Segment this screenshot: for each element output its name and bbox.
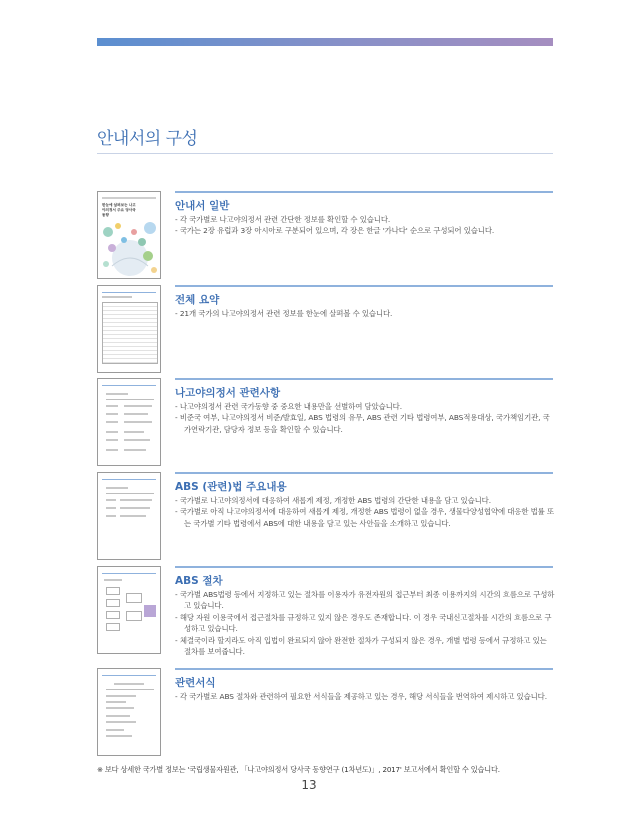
section-rule xyxy=(175,668,553,670)
footnote: ※ 보다 상세한 국가별 정보는 '국립생물자원관, 「나고야의정서 당사국 동향연구 (1차년도)」, 2017' 보고서에서 확인할 수 있습니다. xyxy=(97,765,500,774)
bullet-item: - 각 국가별로 나고야의정서 관련 간단한 정보를 확인할 수 있습니다. xyxy=(175,215,391,224)
section-rule xyxy=(175,191,553,193)
section-protocol-matters xyxy=(97,378,553,468)
section-overall-summary xyxy=(97,285,553,375)
globe-illustration-icon xyxy=(98,218,161,279)
section-heading: 전체 요약 xyxy=(175,294,220,306)
section-rule xyxy=(175,378,553,380)
section-bullets xyxy=(175,691,555,702)
page-title: 안내서의 구성 xyxy=(97,129,198,149)
section-related-forms xyxy=(97,668,553,758)
section-abs-law xyxy=(97,472,553,562)
thumbnail-forms-page xyxy=(97,668,161,756)
section-guide-general xyxy=(97,191,553,281)
thumbnail-abs-procedure-page xyxy=(97,566,161,654)
section-bullets xyxy=(175,495,555,529)
section-rule xyxy=(175,472,553,474)
section-bullets xyxy=(175,589,555,657)
section-heading: ABS (관련)법 주요내용 xyxy=(175,481,287,493)
thumb-cover-title: 한눈에 살펴보는 나고야의정서 주요 당사국 동향 xyxy=(102,203,136,217)
bullet-item: - 국가별로 나고야의정서에 대응하여 새롭게 제정, 개정한 ABS 법령의 간단한 내용을 담고 있습니다. xyxy=(175,496,491,505)
title-divider xyxy=(97,153,553,154)
bullet-item: - 각 국가별로 ABS 절차와 관련하여 필요한 서식들을 제공하고 있는 경우, 해당 서식들을 번역하여 제시하고 있습니다. xyxy=(175,692,547,701)
top-color-bar xyxy=(97,38,553,46)
thumbnail-abs-law-page xyxy=(97,472,161,560)
thumbnail-cover-page xyxy=(97,191,161,279)
bullet-item: - 체결국이라 할지라도 아직 입법이 완료되지 않아 완전한 절차가 구성되지 않은 경우, 개별 법령 등에서 규정하고 있는 절차를 보여줍니다. xyxy=(175,635,547,657)
section-bullets xyxy=(175,308,555,319)
section-rule xyxy=(175,566,553,568)
section-heading: ABS 절차 xyxy=(175,575,223,587)
page-number: 13 xyxy=(301,778,317,792)
bullet-item: - 나고야의정서 관련 국가동향 중 중요한 내용만을 선별하여 담았습니다. xyxy=(175,402,402,411)
section-heading: 안내서 일반 xyxy=(175,200,230,212)
section-heading: 관련서식 xyxy=(175,677,216,689)
section-bullets xyxy=(175,401,555,435)
bullet-item: - 해당 자원 이용국에서 접근절차를 규정하고 있지 않은 경우도 존재합니다. 이 경우 국내신고절차를 시간의 흐름으로 구성하고 있습니다. xyxy=(175,612,552,634)
section-heading: 나고야의정서 관련사항 xyxy=(175,387,281,399)
bullet-item: - 국가별 ABS법령 등에서 지정하고 있는 절차를 이용자가 유전자원의 접근부터 최종 이용까지의 시간의 흐름으로 구성하고 있습니다. xyxy=(175,590,555,611)
thumbnail-protocol-info-page xyxy=(97,378,161,466)
thumbnail-summary-table-page xyxy=(97,285,161,373)
section-rule xyxy=(175,285,553,287)
bullet-item: - 21개 국가의 나고야의정서 관련 정보를 한눈에 살펴볼 수 있습니다. xyxy=(175,309,393,318)
bullet-item: - 국가별로 아직 나고야의정서에 대응하여 새롭게 제정, 개정한 ABS 법령이 없을 경우, 생물다양성협약에 대응한 법률 또는 국가별 기타 법령에서 ABS에 대한 내용을 담고 있는 사안들을 소개하고 있습니다. xyxy=(175,507,555,528)
section-abs-procedure xyxy=(97,566,553,666)
bullet-item: - 국가는 2장 유럽과 3장 아시아로 구분되어 있으며, 각 장은 한글 '가나다' 순으로 구성되어 있습니다. xyxy=(175,226,495,236)
bullet-item: - 비준국 여부, 나고야의정서 비준/발효일, ABS 법령의 유무, ABS 관련 기타 법령여부, ABS적용대상, 국가책임기관, 국가연락기관, 담당자 정보 등을 확인할 수 있습니다. xyxy=(175,413,550,434)
section-bullets xyxy=(175,214,555,237)
